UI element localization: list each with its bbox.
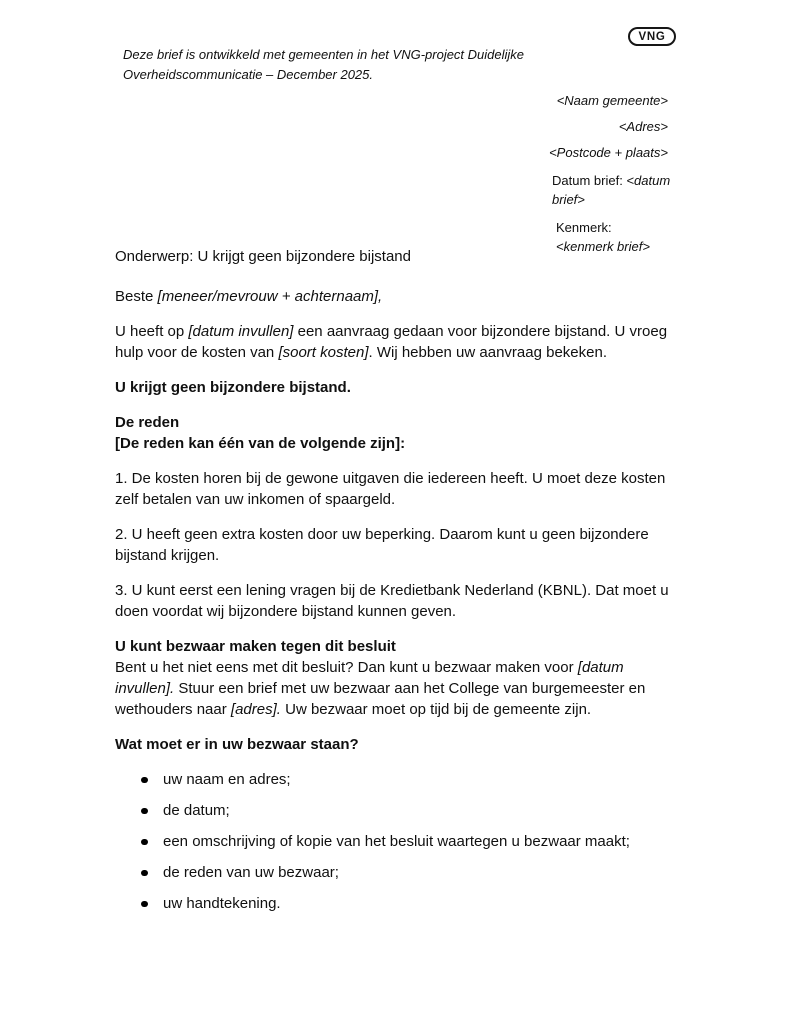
text-run: Wat moet er in uw bezwaar staan?: [115, 736, 359, 753]
text-run: U heeft op: [115, 323, 189, 340]
reason-1: [115, 468, 673, 510]
list-item: de datum;: [115, 800, 673, 821]
objection-heading: [115, 636, 673, 657]
text-run: 2. U heeft geen extra kosten door uw beperking. Daarom kunt u geen bijzondere bijstand krijgen.: [115, 526, 649, 564]
text-run: U krijgt geen bijzondere bijstand.: [115, 379, 351, 396]
intro-paragraph: [115, 321, 673, 363]
text-run: Uw bezwaar moet op tijd bij de gemeente zijn.: [280, 701, 592, 718]
text-run: [meneer/mevrouw + achternaam],: [157, 288, 383, 305]
text-run: [soort kosten]: [278, 344, 369, 361]
text-run: Beste: [115, 288, 158, 305]
decision-statement: [115, 377, 673, 398]
reason-instruction: [115, 433, 673, 454]
reason-heading: [115, 412, 673, 433]
objection-paragraph: [115, 657, 673, 720]
text-run: U kunt bezwaar maken tegen dit besluit: [115, 638, 396, 655]
text-run: 1. De kosten horen bij de gewone uitgaven die iedereen heeft. U moet deze kosten zelf betalen van uw inkomen of spaargeld.: [115, 470, 666, 508]
list-item: uw handtekening.: [115, 893, 673, 914]
recipient-line: <Adres>: [618, 119, 668, 134]
letter-body: [115, 246, 673, 924]
text-run: een aanvraag gedaan voor bijzondere bijstand. U vroeg hulp voor de kosten van: [115, 323, 668, 361]
text-run: [datum invullen].: [115, 659, 624, 697]
recipient-lines: [488, 93, 668, 161]
vng-logo: [628, 27, 676, 46]
project-note: Deze brief is ontwikkeld met gemeenten in het VNG-project Duidelijke Overheidscommunicatie – December 2025.: [123, 47, 525, 82]
list-item: uw naam en adres;: [115, 769, 673, 790]
vng-logo-text: VNG: [638, 30, 666, 43]
reference-placeholder: <kenmerk brief>: [556, 239, 650, 254]
text-run: [adres].: [230, 701, 281, 718]
reference-label: Kenmerk:: [556, 220, 612, 235]
salutation: [115, 286, 673, 307]
reason-3: [115, 580, 673, 622]
recipient-line: <Naam gemeente>: [556, 93, 668, 108]
list-item: een omschrijving of kopie van het besluit waartegen u bezwaar maakt;: [115, 831, 673, 852]
address-block: [488, 93, 671, 256]
text-run: Bent u het niet eens met dit besluit? Dan kunt u bezwaar maken voor: [115, 659, 578, 676]
text-run: Stuur een brief met uw bezwaar aan het College van burgemeester en wethouders naar: [115, 680, 646, 718]
text-run: . Wij hebben uw aanvraag bekeken.: [368, 344, 607, 361]
date-placeholder: <datum brief>: [552, 173, 671, 207]
date-label: Datum brief:: [552, 173, 627, 188]
text-run: Onderwerp: U krijgt geen bijzondere bijstand: [115, 248, 411, 265]
text-run: De reden: [115, 414, 180, 431]
reason-2: [115, 524, 673, 566]
objection-list: [115, 769, 673, 914]
text-run: [De reden kan één van de volgende zijn]:: [115, 435, 406, 452]
recipient-line: <Postcode + plaats>: [549, 145, 668, 160]
text-run: 3. U kunt eerst een lening vragen bij de Kredietbank Nederland (KBNL). Dat moet u doen voordat wij bijzondere bijstand kunnen geven.: [115, 582, 669, 620]
subject-line: [115, 246, 673, 267]
requirements-heading: [115, 734, 673, 755]
text-run: [datum invullen]: [188, 323, 294, 340]
list-item: de reden van uw bezwaar;: [115, 862, 673, 883]
date-field: [552, 171, 672, 209]
